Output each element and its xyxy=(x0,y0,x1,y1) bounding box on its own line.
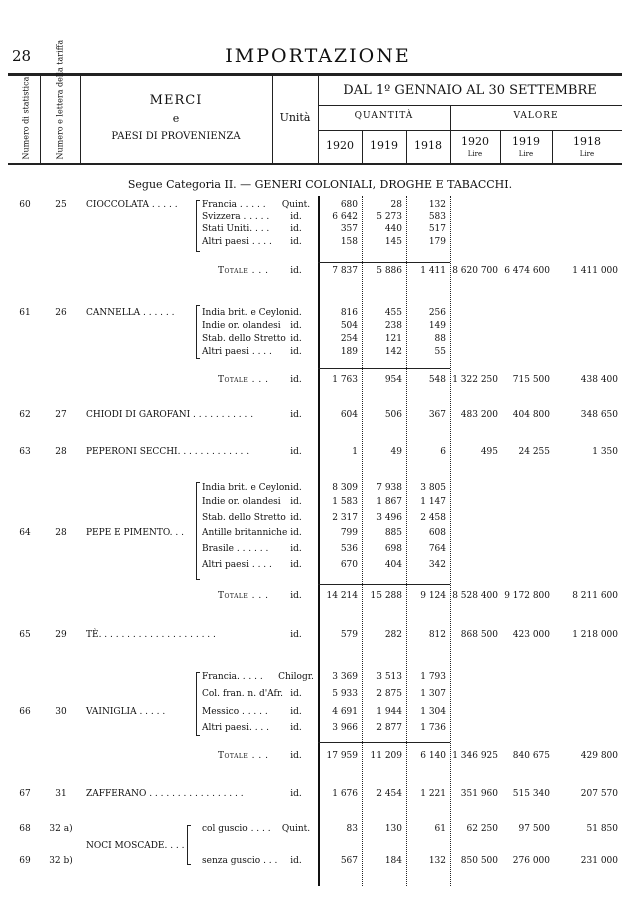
qty-1920: 14 214 xyxy=(326,591,358,601)
stat-number: 68 xyxy=(19,824,31,834)
unit: id. xyxy=(290,751,302,761)
qty-1920: 8 309 xyxy=(332,483,358,493)
paese-name: Stati Uniti. . . . xyxy=(202,224,270,234)
unit: id. xyxy=(290,212,302,222)
qty-1918: 6 xyxy=(440,447,446,457)
stat-number: 66 xyxy=(19,707,31,717)
tariff-number: 28 xyxy=(55,447,67,457)
header-lire-1918: Lire xyxy=(579,150,595,158)
paese-name: col guscio . . . . xyxy=(202,824,271,834)
header-v1918: 1918 xyxy=(573,135,601,148)
paese-name: Stab. dello Stretto xyxy=(202,334,286,344)
qty-1919: 1 867 xyxy=(376,497,402,507)
stat-number: 60 xyxy=(19,200,31,210)
qty-1919: 49 xyxy=(390,447,402,457)
header-paesi: PAESI DI PROVENIENZA xyxy=(111,131,241,142)
totale-label: Totale . . . xyxy=(218,751,269,761)
value-1919: 515 340 xyxy=(512,789,550,799)
qty-1919: 2 875 xyxy=(376,689,402,699)
value-1919: 404 800 xyxy=(512,410,550,420)
qty-1918: 1 147 xyxy=(420,497,446,507)
qty-1920: 17 959 xyxy=(326,751,358,761)
value-1919: 6 474 600 xyxy=(504,266,550,276)
qty-1919: 7 938 xyxy=(376,483,402,493)
qty-1920: 816 xyxy=(340,308,358,318)
paese-name: Brasile . . . . . . xyxy=(202,544,269,554)
qty-1919: 5 886 xyxy=(376,266,402,276)
qty-1918: 6 140 xyxy=(420,751,446,761)
stat-number: 69 xyxy=(19,856,31,866)
paese-name: Svizzera . . . . . xyxy=(202,212,270,222)
paese-name: Altri paesi. . . . xyxy=(202,723,270,733)
tariff-number: 32 b) xyxy=(49,856,73,866)
qty-1919: 2 877 xyxy=(376,723,402,733)
value-1918: 438 400 xyxy=(580,375,618,385)
qty-1919: 2 454 xyxy=(376,789,402,799)
qty-1918: 1 307 xyxy=(420,689,446,699)
qty-1919: 11 209 xyxy=(370,751,402,761)
header-lire-1920: Lire xyxy=(467,150,483,158)
value-1920: 62 250 xyxy=(466,824,498,834)
merce-name: NOCI MOSCADE. . . . xyxy=(86,841,185,851)
unit: id. xyxy=(290,707,302,717)
value-1918: 207 570 xyxy=(580,789,618,799)
value-1918: 1 350 xyxy=(592,447,618,457)
qty-1920: 158 xyxy=(340,237,358,247)
qty-1920: 1 xyxy=(352,447,358,457)
paese-name: Altri paesi . . . . xyxy=(202,237,272,247)
qty-1920: 579 xyxy=(340,630,358,640)
qty-1920: 799 xyxy=(340,528,358,538)
unit: id. xyxy=(290,630,302,640)
qty-1920: 3 966 xyxy=(332,723,358,733)
paese-name: Indie or. olandesi xyxy=(202,321,281,331)
qty-1918: 9 124 xyxy=(420,591,446,601)
qty-1918: 132 xyxy=(428,200,446,210)
tariff-number: 32 a) xyxy=(49,824,73,834)
qty-1919: 506 xyxy=(384,410,402,420)
qty-1920: 680 xyxy=(340,200,358,210)
unit: id. xyxy=(290,266,302,276)
value-1919: 715 500 xyxy=(512,375,550,385)
paese-name: senza guscio . . . xyxy=(202,856,278,866)
header-valore: VALORE xyxy=(513,111,559,121)
unit: id. xyxy=(290,544,302,554)
value-1919: 97 500 xyxy=(518,824,550,834)
qty-1918: 55 xyxy=(434,347,446,357)
qty-1920: 83 xyxy=(346,824,358,834)
qty-1918: 517 xyxy=(428,224,446,234)
value-1920: 495 xyxy=(480,447,498,457)
header-v1919: 1919 xyxy=(512,135,540,148)
paese-name: Altri paesi . . . . xyxy=(202,347,272,357)
unit: id. xyxy=(290,321,302,331)
qty-1918: 367 xyxy=(428,410,446,420)
qty-1919: 954 xyxy=(384,375,402,385)
qty-1920: 1 583 xyxy=(332,497,358,507)
paese-name: Antille britanniche xyxy=(202,528,288,538)
qty-1920: 3 369 xyxy=(332,672,358,682)
qty-1920: 1 763 xyxy=(332,375,358,385)
merce-name: TÈ. . . . . . . . . . . . . . . . . . . . . xyxy=(86,630,216,640)
header-q1918: 1918 xyxy=(414,139,442,152)
paese-name: India brit. e Ceylon xyxy=(202,483,291,493)
page-number: 28 xyxy=(12,47,32,65)
totale-label: Totale . . . xyxy=(218,266,269,276)
value-1920: 1 346 925 xyxy=(452,751,498,761)
paese-name: Indie or. olandesi xyxy=(202,497,281,507)
header-numero-statistica: Numero di statistica xyxy=(21,76,31,160)
unit: Quint. xyxy=(281,200,311,210)
value-1918: 1 218 000 xyxy=(572,630,618,640)
qty-1919: 28 xyxy=(390,200,402,210)
value-1920: 8 620 700 xyxy=(452,266,498,276)
value-1919: 276 000 xyxy=(512,856,550,866)
tariff-number: 25 xyxy=(55,200,67,210)
header-quantita: QUANTITÀ xyxy=(354,111,414,121)
qty-1920: 6 642 xyxy=(332,212,358,222)
unit: id. xyxy=(290,483,302,493)
unit: id. xyxy=(290,237,302,247)
unit: id. xyxy=(290,410,302,420)
unit: id. xyxy=(290,497,302,507)
value-1919: 24 255 xyxy=(518,447,550,457)
paese-name: Messico . . . . . xyxy=(202,707,268,717)
unit: id. xyxy=(290,560,302,570)
merce-name: CIOCCOLATA . . . . . xyxy=(86,200,178,210)
unit: id. xyxy=(290,723,302,733)
totale-label: Totale . . . xyxy=(218,375,269,385)
value-1920: 850 500 xyxy=(460,856,498,866)
qty-1919: 121 xyxy=(384,334,402,344)
qty-1918: 608 xyxy=(428,528,446,538)
qty-1918: 583 xyxy=(428,212,446,222)
tariff-number: 28 xyxy=(55,528,67,538)
paese-name: Altri paesi . . . . xyxy=(202,560,272,570)
qty-1919: 145 xyxy=(384,237,402,247)
qty-1919: 15 288 xyxy=(370,591,402,601)
unit: Chilogr. xyxy=(278,672,314,682)
stat-number: 64 xyxy=(19,528,31,538)
qty-1920: 357 xyxy=(340,224,358,234)
unit: id. xyxy=(290,528,302,538)
unit: id. xyxy=(290,789,302,799)
qty-1920: 504 xyxy=(340,321,358,331)
qty-1919: 130 xyxy=(384,824,402,834)
value-1918: 231 000 xyxy=(580,856,618,866)
value-1918: 348 650 xyxy=(580,410,618,420)
qty-1919: 238 xyxy=(384,321,402,331)
qty-1918: 764 xyxy=(428,544,446,554)
qty-1918: 1 304 xyxy=(420,707,446,717)
qty-1919: 3 496 xyxy=(376,513,402,523)
totale-label: Totale . . . xyxy=(218,591,269,601)
stat-number: 65 xyxy=(19,630,31,640)
tariff-number: 30 xyxy=(55,707,67,717)
page-title: IMPORTAZIONE xyxy=(225,45,411,67)
qty-1919: 184 xyxy=(384,856,402,866)
qty-1919: 3 513 xyxy=(376,672,402,682)
tariff-number: 31 xyxy=(55,789,67,799)
value-1920: 1 322 250 xyxy=(452,375,498,385)
value-1920: 483 200 xyxy=(460,410,498,420)
unit: Quint. xyxy=(281,824,311,834)
qty-1920: 1 676 xyxy=(332,789,358,799)
value-1918: 51 850 xyxy=(586,824,618,834)
value-1918: 429 800 xyxy=(580,751,618,761)
value-1919: 840 675 xyxy=(512,751,550,761)
header-lire-1919: Lire xyxy=(518,150,534,158)
section-title: Segue Categoria II. — GENERI COLONIALI, DROGHE E TABACCHI. xyxy=(127,178,513,191)
qty-1920: 7 837 xyxy=(332,266,358,276)
merce-name: CHIODI DI GAROFANI . . . . . . . . . . . xyxy=(86,410,254,420)
value-1919: 423 000 xyxy=(512,630,550,640)
paese-name: Francia . . . . . xyxy=(202,200,266,210)
qty-1920: 5 933 xyxy=(332,689,358,699)
qty-1918: 342 xyxy=(428,560,446,570)
value-1920: 8 528 400 xyxy=(452,591,498,601)
merce-name: CANNELLA . . . . . . xyxy=(86,308,175,318)
value-1918: 8 211 600 xyxy=(572,591,618,601)
header-numero-tariffa: Numero e lettera della tariffa xyxy=(55,39,65,160)
qty-1918: 812 xyxy=(428,630,446,640)
value-1920: 351 960 xyxy=(460,789,498,799)
stat-number: 62 xyxy=(19,410,31,420)
stat-number: 61 xyxy=(19,308,31,318)
qty-1918: 149 xyxy=(428,321,446,331)
qty-1918: 132 xyxy=(428,856,446,866)
merce-name: PEPE E PIMENTO. . . xyxy=(86,528,184,538)
qty-1919: 5 273 xyxy=(376,212,402,222)
qty-1920: 567 xyxy=(340,856,358,866)
qty-1918: 61 xyxy=(434,824,446,834)
qty-1919: 1 944 xyxy=(376,707,402,717)
paese-name: Stab. dello Stretto xyxy=(202,513,286,523)
merce-name: VAINIGLIA . . . . . xyxy=(86,707,166,717)
unit: id. xyxy=(290,689,302,699)
header-q1920: 1920 xyxy=(326,139,354,152)
qty-1920: 604 xyxy=(340,410,358,420)
value-1919: 9 172 800 xyxy=(504,591,550,601)
unit: id. xyxy=(290,347,302,357)
unit: id. xyxy=(290,375,302,385)
header-v1920: 1920 xyxy=(461,135,489,148)
qty-1918: 548 xyxy=(428,375,446,385)
unit: id. xyxy=(290,447,302,457)
header-e: e xyxy=(172,112,180,125)
qty-1918: 88 xyxy=(434,334,446,344)
qty-1919: 142 xyxy=(384,347,402,357)
qty-1920: 670 xyxy=(340,560,358,570)
header-merci: MERCI xyxy=(149,93,203,108)
qty-1920: 189 xyxy=(340,347,358,357)
merce-name: ZAFFERANO . . . . . . . . . . . . . . . . . xyxy=(86,789,244,799)
qty-1920: 536 xyxy=(340,544,358,554)
qty-1918: 1 736 xyxy=(420,723,446,733)
paese-name: India brit. e Ceylon xyxy=(202,308,291,318)
header-period: DAL 1º GENNAIO AL 30 SETTEMBRE xyxy=(343,83,597,98)
qty-1918: 1 411 xyxy=(420,266,446,276)
qty-1919: 885 xyxy=(384,528,402,538)
qty-1920: 254 xyxy=(340,334,358,344)
qty-1918: 256 xyxy=(428,308,446,318)
qty-1918: 1 793 xyxy=(420,672,446,682)
tariff-number: 26 xyxy=(55,308,67,318)
qty-1919: 282 xyxy=(384,630,402,640)
unit: id. xyxy=(290,513,302,523)
stat-number: 67 xyxy=(19,789,31,799)
value-1918: 1 411 000 xyxy=(572,266,618,276)
header-unita: Unità xyxy=(279,111,311,124)
paese-name: Col. fran. n. d'Afr. xyxy=(202,689,284,699)
unit: id. xyxy=(290,856,302,866)
merce-name: PEPERONI SECCHI. . . . . . . . . . . . . xyxy=(86,447,250,457)
unit: id. xyxy=(290,591,302,601)
stat-number: 63 xyxy=(19,447,31,457)
unit: id. xyxy=(290,224,302,234)
qty-1919: 698 xyxy=(384,544,402,554)
qty-1918: 179 xyxy=(428,237,446,247)
value-1920: 868 500 xyxy=(460,630,498,640)
unit: id. xyxy=(290,334,302,344)
unit: id. xyxy=(290,308,302,318)
qty-1918: 2 458 xyxy=(420,513,446,523)
qty-1920: 4 691 xyxy=(332,707,358,717)
qty-1919: 455 xyxy=(384,308,402,318)
tariff-number: 29 xyxy=(55,630,67,640)
qty-1918: 1 221 xyxy=(420,789,446,799)
paese-name: Francia. . . . . xyxy=(202,672,263,682)
header-q1919: 1919 xyxy=(370,139,398,152)
qty-1920: 2 317 xyxy=(332,513,358,523)
qty-1918: 3 805 xyxy=(420,483,446,493)
tariff-number: 27 xyxy=(55,410,67,420)
qty-1919: 440 xyxy=(384,224,402,234)
qty-1919: 404 xyxy=(384,560,402,570)
